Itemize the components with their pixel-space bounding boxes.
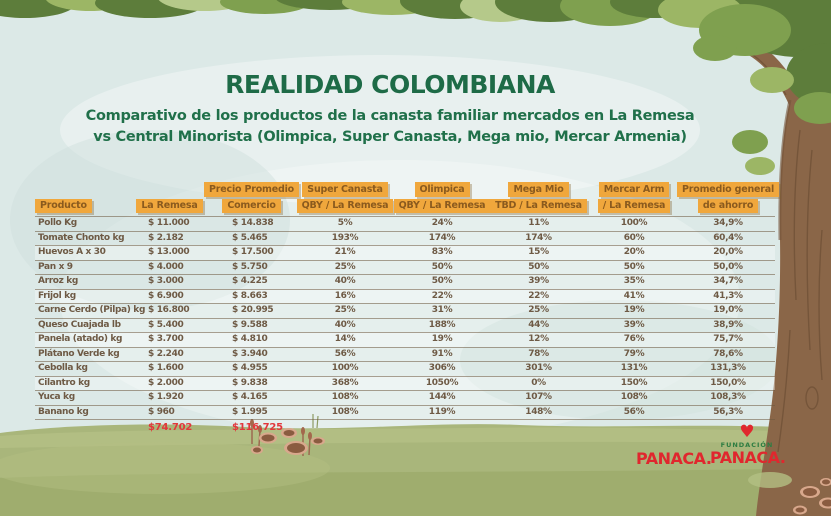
totals-row bbox=[35, 420, 775, 435]
column-header bbox=[490, 176, 587, 216]
header-chip: Mercar Arm bbox=[599, 182, 670, 197]
table-cell: 50,0% bbox=[713, 261, 743, 272]
table-cell: $ 1.995 bbox=[232, 406, 268, 417]
table-row bbox=[35, 376, 775, 391]
table-cell: $ 11.000 bbox=[148, 218, 190, 228]
header-chip: Mega Mio bbox=[508, 182, 568, 197]
table-body bbox=[35, 216, 775, 420]
table-row bbox=[35, 332, 775, 347]
heart-icon: ♥ bbox=[739, 422, 755, 442]
table-row bbox=[35, 289, 775, 304]
fundacion-label: FUNDACIÓN bbox=[720, 441, 774, 449]
table-cell: 50% bbox=[528, 261, 549, 272]
table-cell: 174% bbox=[428, 232, 456, 243]
column-header bbox=[296, 176, 394, 216]
table-cell: 76% bbox=[623, 334, 645, 344]
table-cell: $ 9.838 bbox=[232, 377, 268, 388]
table-cell: 21% bbox=[334, 247, 356, 257]
table-row bbox=[35, 231, 775, 246]
table-cell: 41,3% bbox=[713, 290, 743, 301]
table-cell: 31% bbox=[431, 305, 453, 315]
table-row bbox=[35, 318, 775, 333]
header-chip: Precio Promedio bbox=[204, 182, 299, 197]
table-cell: Plátano Verde kg bbox=[38, 348, 120, 359]
table-cell: 108% bbox=[620, 392, 648, 402]
table-cell: $ 960 bbox=[148, 406, 175, 417]
table-cell: 100% bbox=[331, 363, 359, 373]
table-cell: 50% bbox=[623, 261, 645, 272]
table-cell: $ 3.000 bbox=[148, 276, 184, 286]
table-row bbox=[35, 361, 775, 376]
table-cell: 15% bbox=[528, 247, 549, 257]
table-cell: 25% bbox=[334, 305, 356, 315]
fundacion-wordmark: PANACA. bbox=[710, 447, 786, 467]
table-cell: 19% bbox=[623, 305, 645, 315]
table-cell: 174% bbox=[525, 232, 552, 243]
header-chip: Comercio bbox=[222, 199, 280, 214]
table-row bbox=[35, 274, 775, 289]
header-chip: TBD / La Remesa bbox=[490, 199, 587, 214]
table-cell: 131% bbox=[620, 363, 648, 373]
table-cell: 19% bbox=[431, 334, 453, 344]
table-header-row bbox=[35, 176, 775, 216]
table-cell: $ 8.663 bbox=[232, 290, 268, 301]
total-la-remesa: $74.702 bbox=[148, 422, 193, 433]
grass-field bbox=[0, 424, 831, 516]
table-cell: 39% bbox=[528, 276, 549, 286]
table-cell: 301% bbox=[525, 363, 552, 373]
table-cell: 38,9% bbox=[713, 319, 743, 330]
header-chip: Super Canasta bbox=[302, 182, 387, 197]
table-cell: 79% bbox=[623, 348, 645, 359]
table-cell: 50% bbox=[431, 276, 453, 286]
subtitle-line1: Comparativo de los productos de la canasta familiar mercados en La Remesa bbox=[85, 108, 695, 124]
table-cell: 131,3% bbox=[710, 363, 746, 373]
header-chip: QBY / La Remesa bbox=[297, 199, 394, 214]
table-cell: 14% bbox=[334, 334, 356, 344]
table-cell: 16% bbox=[334, 290, 356, 301]
table-cell: Pollo Kg bbox=[38, 218, 77, 228]
table-cell: $ 3.700 bbox=[148, 334, 184, 344]
table-cell: 44% bbox=[528, 319, 549, 330]
column-header bbox=[207, 176, 296, 216]
table-row bbox=[35, 405, 775, 421]
table-cell: 56% bbox=[334, 348, 356, 359]
table-cell: $ 5.465 bbox=[232, 232, 268, 243]
table-cell: 0% bbox=[531, 377, 546, 388]
table-cell: Pan x 9 bbox=[38, 261, 73, 272]
table-cell: 50% bbox=[431, 261, 453, 272]
table-cell: 35% bbox=[623, 276, 645, 286]
column-header bbox=[394, 176, 490, 216]
header-chip: Olimpica bbox=[415, 182, 470, 197]
table-cell: $ 4.955 bbox=[232, 363, 268, 373]
table-cell: 25% bbox=[334, 261, 356, 272]
table-cell: $ 16.800 bbox=[148, 305, 190, 315]
header-chip: / La Remesa bbox=[598, 199, 671, 214]
table-row bbox=[35, 260, 775, 275]
table-cell: 56,3% bbox=[713, 406, 743, 417]
table-cell: 368% bbox=[331, 377, 359, 388]
table-cell: $ 2.240 bbox=[148, 348, 184, 359]
table-cell: $ 1.920 bbox=[148, 392, 184, 402]
table-cell: 40% bbox=[334, 319, 356, 330]
table-cell: 188% bbox=[428, 319, 456, 330]
table-cell: $ 5.400 bbox=[148, 319, 184, 330]
table-cell: Huevos A x 30 bbox=[38, 247, 106, 257]
table-cell: 193% bbox=[331, 232, 359, 243]
header-chip: La Remesa bbox=[136, 199, 202, 214]
table-cell: Arroz kg bbox=[38, 276, 79, 286]
table-cell: 100% bbox=[620, 218, 648, 228]
table-cell: 20% bbox=[623, 247, 645, 257]
column-header bbox=[681, 176, 775, 216]
table-cell: $ 4.165 bbox=[232, 392, 268, 402]
table-cell: 12% bbox=[528, 334, 549, 344]
table-cell: $ 14.838 bbox=[232, 218, 274, 228]
table-cell: 24% bbox=[431, 218, 453, 228]
header-chip: de ahorro bbox=[698, 199, 758, 214]
table-cell: Carne Cerdo (Pilpa) kg bbox=[38, 305, 146, 315]
table-cell: 56% bbox=[623, 406, 645, 417]
table-cell: 83% bbox=[431, 247, 453, 257]
table-cell: 107% bbox=[525, 392, 552, 402]
table-cell: 108% bbox=[331, 392, 359, 402]
table-cell: 34,7% bbox=[713, 276, 743, 286]
table-cell: $ 2.182 bbox=[148, 232, 184, 243]
header-chip: Promedio general bbox=[677, 182, 779, 197]
table-cell: 20,0% bbox=[713, 247, 743, 257]
table-cell: $ 3.940 bbox=[232, 348, 268, 359]
table-cell: 5% bbox=[337, 218, 353, 228]
table-cell: $ 1.600 bbox=[148, 363, 184, 373]
table-cell: 22% bbox=[528, 290, 549, 301]
table-cell: Cebolla kg bbox=[38, 363, 88, 373]
table-cell: $ 20.995 bbox=[232, 305, 274, 315]
table-cell: 11% bbox=[528, 218, 549, 228]
table-cell: 150,0% bbox=[710, 377, 746, 388]
table-cell: Banano kg bbox=[38, 406, 89, 417]
table-cell: Yuca kg bbox=[38, 392, 75, 402]
table-cell: 108,3% bbox=[710, 392, 746, 402]
panaca-logo: PANACA. bbox=[636, 449, 712, 468]
table-cell: 34,9% bbox=[713, 218, 743, 228]
table-row bbox=[35, 303, 775, 318]
table-cell: $ 2.000 bbox=[148, 377, 184, 388]
table-cell: Tomate Chonto kg bbox=[38, 232, 125, 243]
table-cell: $ 4.000 bbox=[148, 261, 184, 272]
table-cell: 306% bbox=[428, 363, 456, 373]
table-cell: 60% bbox=[623, 232, 645, 243]
column-header bbox=[132, 176, 207, 216]
table-cell: 78,6% bbox=[713, 348, 743, 359]
table-cell: Panela (atado) kg bbox=[38, 334, 123, 344]
table-cell: $ 17.500 bbox=[232, 247, 274, 257]
table-cell: 78% bbox=[528, 348, 549, 359]
table-cell: 108% bbox=[331, 406, 359, 417]
table-cell: $ 5.750 bbox=[232, 261, 268, 272]
header-chip: QBY / La Remesa bbox=[394, 199, 491, 214]
table-cell: $ 4.225 bbox=[232, 276, 268, 286]
table-cell: 75,7% bbox=[713, 334, 743, 344]
total-comercio: $116.725 bbox=[232, 422, 283, 433]
table-cell: Queso Cuajada lb bbox=[38, 319, 121, 330]
table-cell: 150% bbox=[620, 377, 648, 388]
fundacion-panaca-logo bbox=[710, 424, 784, 466]
table-cell: 25% bbox=[528, 305, 549, 315]
table-cell: $ 6.900 bbox=[148, 290, 184, 301]
table-row bbox=[35, 216, 775, 231]
table-cell: 91% bbox=[431, 348, 453, 359]
table-cell: $ 9.588 bbox=[232, 319, 268, 330]
table-cell: 19,0% bbox=[713, 305, 743, 315]
page-title: REALIDAD COLOMBIANA bbox=[225, 70, 555, 99]
header-chip: Producto bbox=[35, 199, 92, 214]
table-cell: $ 4.810 bbox=[232, 334, 268, 344]
table-row bbox=[35, 245, 775, 260]
table-cell: 22% bbox=[431, 290, 453, 301]
table-cell: 1050% bbox=[425, 377, 459, 388]
price-comparison-table bbox=[35, 176, 775, 435]
subtitle-line2: vs Central Minorista (Olimpica, Super Canasta, Mega mio, Mercar Armenia) bbox=[93, 129, 687, 145]
table-cell: 60,4% bbox=[713, 232, 743, 243]
table-row bbox=[35, 390, 775, 405]
table-cell: 148% bbox=[525, 406, 552, 417]
table-cell: 39% bbox=[623, 319, 645, 330]
table-cell: 41% bbox=[623, 290, 645, 301]
column-header bbox=[35, 176, 132, 216]
table-cell: 119% bbox=[428, 406, 456, 417]
table-cell: 40% bbox=[334, 276, 356, 286]
table-cell: Cilantro kg bbox=[38, 377, 90, 388]
table-cell: Frijol kg bbox=[38, 290, 76, 301]
table-cell: $ 13.000 bbox=[148, 247, 190, 257]
table-row bbox=[35, 347, 775, 362]
column-header bbox=[587, 176, 681, 216]
table-cell: 144% bbox=[428, 392, 456, 402]
